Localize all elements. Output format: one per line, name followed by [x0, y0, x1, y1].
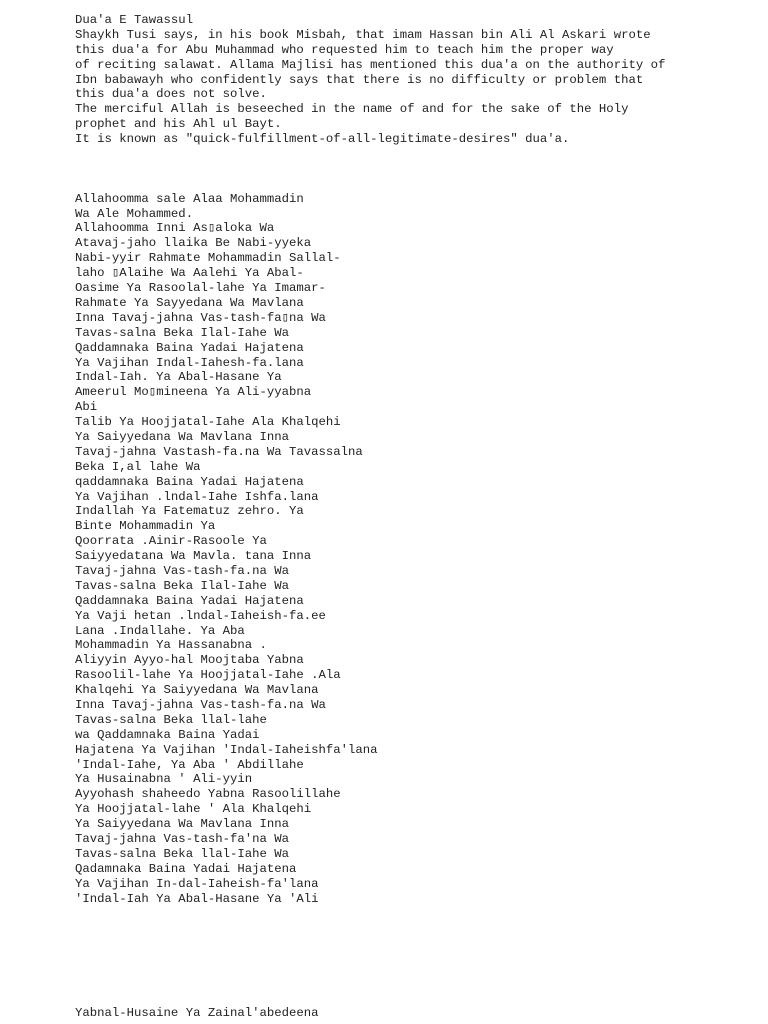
text-line: Ibn babawayh who confidently says that there is no difficulty or problem that — [75, 72, 644, 87]
text-line: Lana .Indallahe. Ya Aba — [75, 623, 245, 638]
text-line: Qaddamnaka Baina Yadai Hajatena — [75, 340, 304, 355]
text-line: Abi — [75, 400, 98, 415]
text-line: Aliyyin Ayyo-hal Moojtaba Yabna — [75, 653, 304, 668]
text-line: qaddamnaka Baina Yadai Hajatena — [75, 474, 304, 489]
text-line: Inna Tavaj-jahna Vas-tash-fa.na Wa — [75, 697, 326, 712]
text-line: Tavas-salna Beka Ilal-Iahe Wa — [75, 578, 290, 593]
document-page — [75, 13, 755, 906]
text-line: Wa Ale Mohammed. — [75, 206, 194, 221]
text-line: Beka I,al lahe Wa — [75, 459, 201, 474]
text-line: Ya Vajihan In-dal-Iaheish-fa'lana — [75, 876, 319, 891]
text-line: wa Qaddamnaka Baina Yadai — [75, 727, 260, 742]
text-line: Indallah Ya Fatematuz zehro. Ya — [75, 504, 304, 519]
text-line: this dua'a for Abu Muhammad who requested him to teach him the proper way — [75, 42, 614, 57]
text-line: prophet and his Ahl ul Bayt. — [75, 117, 282, 132]
text-line: Nabi-yyir Rahmate Mohammadin Sallal- — [75, 251, 341, 266]
text-line: Saiyyedatana Wa Mavla. tana Inna — [75, 549, 312, 564]
page-footer-text — [75, 1006, 319, 1021]
text-line: Ya Saiyyedana Wa Mavlana Inna — [75, 817, 290, 832]
text-line: Mohammadin Ya Hassanabna . — [75, 638, 267, 653]
text-line: Ya Saiyyedana Wa Mavlana Inna — [75, 429, 290, 444]
text-line: The merciful Allah is beseeched in the name of and for the sake of the Holy — [75, 102, 629, 117]
text-line: Inna Tavaj-jahna Vas-tash-fa▯na Wa — [75, 310, 326, 325]
dua-text — [75, 192, 755, 907]
text-line: Ayyohash shaheedo Yabna Rasoolillahe — [75, 787, 341, 802]
text-line: Dua'a E Tawassul — [75, 13, 194, 27]
text-line: Atavaj-jaho llaika Be Nabi-yyeka — [75, 236, 312, 251]
text-line: Tavas-salna Beka llal-Iahe Wa — [75, 846, 290, 861]
text-line: Qadamnaka Baina Yadai Hajatena — [75, 861, 297, 876]
text-line: Shaykh Tusi says, in his book Misbah, that imam Hassan bin Ali Al Askari wrote — [75, 27, 651, 42]
text-line: Tavas-salna Beka Ilal-Iahe Wa — [75, 325, 290, 340]
text-line: Allahoomma Inni As▯aloka Wa — [75, 221, 275, 236]
text-line: Khalqehi Ya Saiyyedana Wa Mavlana — [75, 683, 319, 698]
text-line: Rasoolil-lahe Ya Hoojjatal-Iahe .Ala — [75, 668, 341, 683]
text-line: Yabnal-Husaine Ya Zainal'abedeena — [75, 1006, 319, 1020]
text-line: Ya Vajihan .lndal-Iahe Ishfa.lana — [75, 489, 319, 504]
text-line: It is known as "quick-fulfillment-of-all-legitimate-desires" dua'a. — [75, 132, 570, 147]
text-line: Tavaj-jahna Vas-tash-fa'na Wa — [75, 832, 290, 846]
text-line: Ya Husainabna ' Ali-yyin — [75, 772, 253, 787]
text-line: Allahoomma sale Alaa Mohammadin — [75, 191, 304, 206]
text-line: Qaddamnaka Baina Yadai Hajatena — [75, 593, 304, 608]
text-line: Oasime Ya Rasoolal-lahe Ya Imamar- — [75, 281, 326, 296]
text-line: Indal-Iah. Ya Abal-Hasane Ya — [75, 370, 282, 385]
text-line: Rahmate Ya Sayyedana Wa Mavlana — [75, 295, 304, 310]
text-line: Tavaj-jahna Vas-tash-fa.na Wa — [75, 563, 290, 578]
text-line: Ya Hoojjatal-lahe ' Ala Khalqehi — [75, 802, 312, 817]
text-line: Ya Vajihan Indal-Iahesh-fa.lana — [75, 355, 304, 370]
text-line: 'Indal-Iahe, Ya Aba ' Abdillahe — [75, 757, 304, 772]
intro-paragraph — [75, 13, 755, 147]
text-line: Ameerul Mo▯mineena Ya Ali-yyabna — [75, 385, 312, 400]
text-line: Tavaj-jahna Vastash-fa.na Wa Tavassalna — [75, 444, 363, 459]
text-line: Qoorrata .Ainir-Rasoole Ya — [75, 534, 267, 549]
text-line: Binte Mohammadin Ya — [75, 519, 216, 534]
text-line: Ya Vaji hetan .lndal-Iaheish-fa.ee — [75, 608, 326, 623]
text-line: this dua'a does not solve. — [75, 87, 267, 102]
text-line: Hajatena Ya Vajihan 'Indal-Iaheishfa'lana — [75, 742, 378, 757]
text-line: laho ▯Alaihe Wa Aalehi Ya Abal- — [75, 266, 304, 281]
text-line: of reciting salawat. Allama Majlisi has mentioned this dua'a on the authority of — [75, 57, 666, 72]
text-line: Tavas-salna Beka llal-lahe — [75, 712, 267, 727]
text-line: Talib Ya Hoojjatal-Iahe Ala Khalqehi — [75, 415, 341, 430]
text-line: 'Indal-Iah Ya Abal-Hasane Ya 'Ali — [75, 891, 319, 906]
